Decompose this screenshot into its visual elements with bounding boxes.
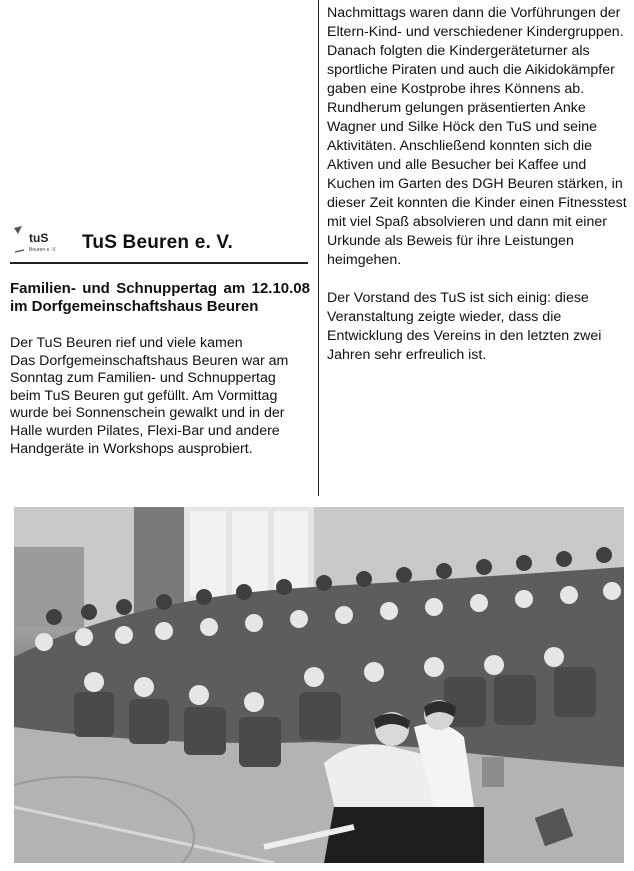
column-divider [318,0,319,496]
header-divider [10,262,308,264]
logo-subtext: Beuren e. V. [29,247,57,253]
article-body-right [327,4,629,365]
logo-text: tuS [29,231,49,245]
club-logo [12,224,66,256]
event-photo [14,507,624,863]
club-name: TuS Beuren e. V. [82,232,234,253]
event-photo-drawing [14,507,624,863]
article-body-left [10,335,310,458]
left-column [8,0,312,496]
right-column [327,4,629,365]
article-lead: Der TuS Beuren rief und viele kamen [10,335,243,351]
article-paragraph: Der Vorstand des TuS ist sich einig: diese Veranstaltung zeigte wieder, dass die Entwicklung des Vereins in den letzten zwei Jahren sehr erfreulich ist. [327,290,602,363]
article-paragraph: Das Dorfgemeinschaftshaus Beuren war am Sonntag zum Familien- und Schnuppertag beim TuS Beuren gut gefüllt. Am Vormittag wurde bei Sonnenschein gewalkt und in der Halle wurden Pilates, Flexi-Bar und andere Handgeräte in Workshops ausprobiert. [10,352,289,457]
club-header [10,224,310,260]
article-paragraph: Nachmittags waren dann die Vorführungen der Eltern-Kind- und verschiedener Kindergruppen. Danach folgten die Kindergeräteturner als sportliche Piraten und auch die Aikidokämpfer gaben eine Kostprobe ihres Könnens ab. Rundherum gelungen präsentierten Anke Wagner und Silke Höck den TuS und seine Aktivitäten. Anschließend konnten sich die Aktiven und alle Besucher bei Kaffee und Kuchen im Garten des DGH Beuren stärken, in dieser Zeit konnten die Kinder einen Fitnesstest mit viel Spaß absolvieren und dann mit einer Urkunde als Beweis für ihre Leistungen heimgehen. [327,5,627,268]
article-title: Familien- und Schnuppertag am 12.10.08 im Dorfgemeinschaftshaus Beuren [10,280,310,315]
